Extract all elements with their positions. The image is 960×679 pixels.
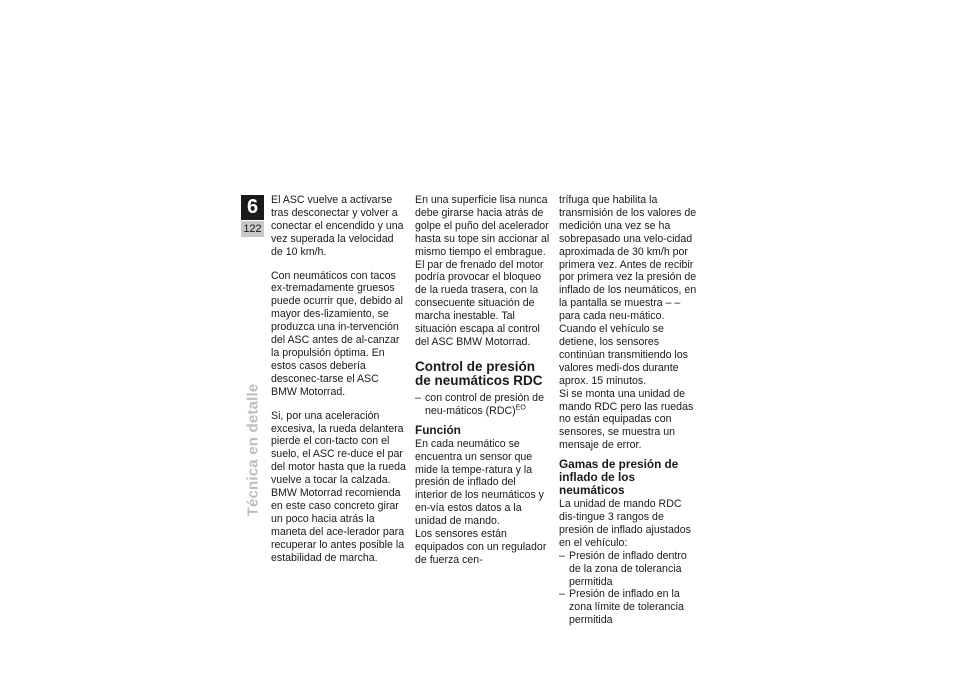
paragraph: Los sensores están equipados con un regulador de fuerza cen- bbox=[415, 528, 547, 566]
paragraph: En cada neumático se encuentra un sensor que mide la tempe-ratura y la presión de inflado del interior de los neumáticos y en-vía estos datos a la unidad de mando. bbox=[415, 437, 544, 528]
chapter-number: 6 bbox=[241, 195, 264, 220]
paragraph: Si se monta una unidad de mando RDC pero las ruedas no están equipadas con sensores, se muestra un mensaje de error. bbox=[559, 387, 694, 452]
list-item: – Presión de inflado dentro de la zona de tolerancia permitida bbox=[559, 550, 699, 589]
text-column-2 bbox=[415, 194, 551, 567]
list-item: – Presión de inflado en la zona límite de tolerancia permitida bbox=[559, 588, 699, 627]
optional-equipment-mark: EO bbox=[515, 404, 526, 412]
subheading-funcion: Función bbox=[415, 422, 461, 437]
pressure-range-list bbox=[559, 550, 699, 627]
section-heading-pressure-ranges: Gamas de presión de inflado de los neumáticos bbox=[559, 457, 679, 498]
text-column-1 bbox=[271, 194, 406, 575]
paragraph: Con neumáticos con tacos ex-tremadamente gruesos puede ocurrir que, debido al mayor des-lizamiento, se produzca una in-tervención del ASC antes de al-canzar la propulsión óptima. En estos casos debería desconec-tarse el ASC BMW Motorrad. bbox=[271, 269, 403, 398]
section-heading-rdc: Control de presión de neumáticos RDC bbox=[415, 358, 543, 389]
paragraph: trífuga que habilita la transmisión de los valores de medición una vez se ha sobrepasado una velo-cidad aproximada de 30 km/h por primera vez. Antes de recibir por primera vez la presión de inflado de los neumáticos, en la pantalla se muestra – – para cada neu-mático. Cuando el vehículo se detiene, los sensores continúan transmitiendo los valores medi-dos durante aprox. 15 minutos. bbox=[559, 194, 697, 387]
paragraph: En una superficie lisa nunca debe girarse hacia atrás de golpe el puño del acelerador hasta su tope sin accionar al mismo tiempo el embrague. El par de frenado del motor podría provocar el bloqueo de la rueda trasera, con la consecuente situación de marcha inestable. Tal situación escapa al control del ASC BMW Motorrad. bbox=[415, 194, 550, 348]
page-number: 122 bbox=[241, 221, 264, 237]
paragraph: La unidad de mando RDC dis-tingue 3 rangos de presión de inflado ajustados en el vehículo: bbox=[559, 498, 691, 549]
chapter-title: Técnica en detalle bbox=[244, 383, 262, 517]
paragraph: El ASC vuelve a activarse tras desconectar y volver a conectar el encendido y una vez superada la velocidad de 10 km/h. bbox=[271, 194, 404, 258]
equipment-list bbox=[415, 392, 551, 418]
list-item: – con control de presión de neu-máticos (RDC)$^{EO}$ bbox=[415, 392, 551, 418]
paragraph: Si, por una aceleración excesiva, la rueda delantera pierde el con-tacto con el suelo, el ASC re-duce el par del motor hasta que la rueda vuelve a tocar la calzada. BMW Motorrad recomienda en este caso concreto girar un poco hacia atrás la maneta del ace-lerador para recuperar lo antes posible la estabilidad de marcha. bbox=[271, 409, 406, 564]
text-column-3 bbox=[559, 194, 699, 627]
